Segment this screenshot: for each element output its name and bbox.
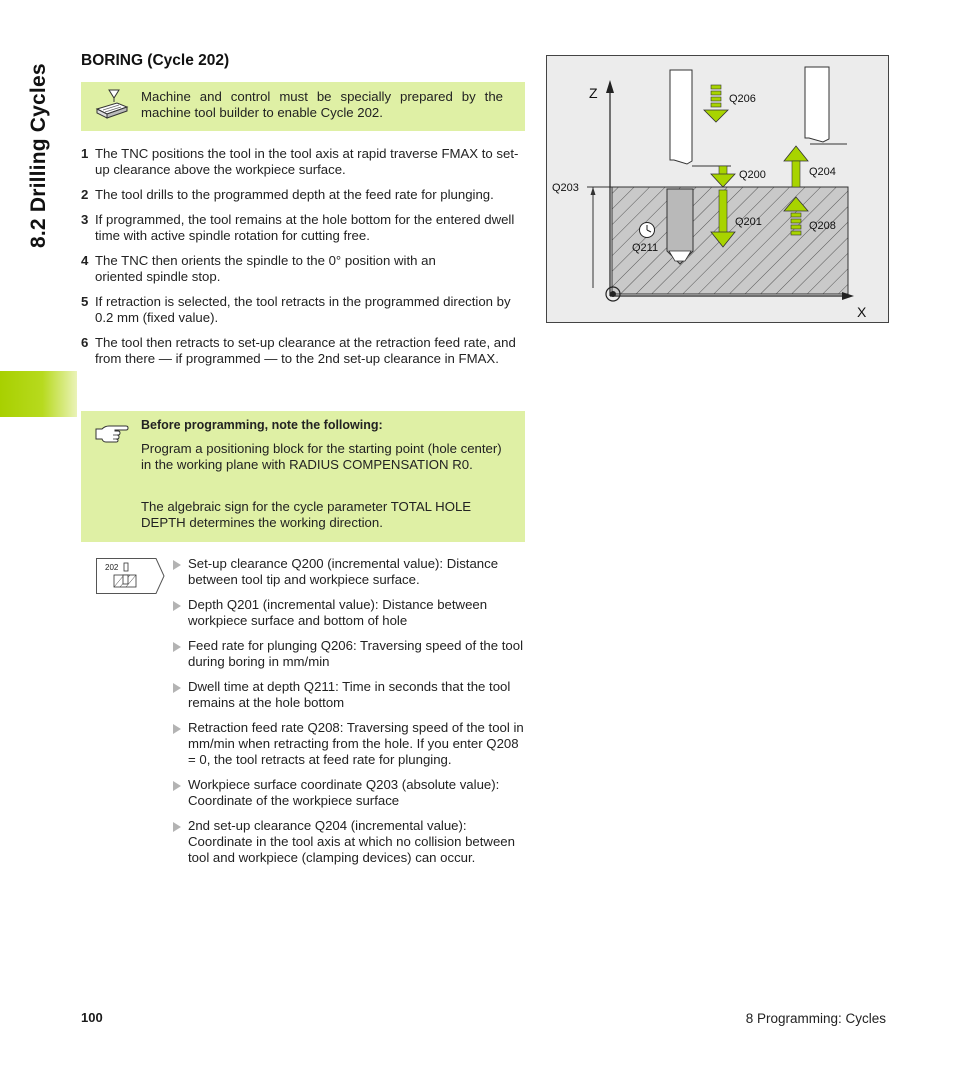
section-tab-marker: [0, 371, 77, 417]
machine-icon: [95, 87, 129, 121]
parameter-item: Set-up clearance Q200 (incremental value): Distance between tool tip and workpiece surface.: [172, 556, 524, 588]
parameter-item: Depth Q201 (incremental value): Distance between workpiece surface and bottom of hole: [172, 597, 524, 629]
parameter-item: Workpiece surface coordinate Q203 (absolute value): Coordinate of the workpiece surface: [172, 777, 524, 809]
cycle-202-softkey-icon: [96, 558, 166, 594]
q204-label: Q204: [809, 166, 836, 178]
parameter-list: [172, 556, 524, 875]
programming-note-paragraph: The algebraic sign for the cycle parameter TOTAL HOLE DEPTH determines the working direction.: [141, 499, 472, 530]
machine-builder-note: [81, 82, 525, 131]
q204-arrow: [784, 146, 808, 187]
step-item: 5 If retraction is selected, the tool retracts in the programmed direction by 0.2 mm (fixed value).: [81, 294, 511, 325]
step-item: 2 The tool drills to the programmed depth at the feed rate for plunging.: [81, 187, 494, 202]
step-item: 3 If programmed, the tool remains at the hole bottom for the entered dwell time with active spindle rotation for cutting free.: [81, 212, 515, 243]
bullet-triangle-icon: [173, 642, 181, 652]
chapter-footer: 8 Programming: Cycles: [745, 1011, 886, 1026]
tool-start: [670, 70, 692, 164]
step-item: 6 The tool then retracts to set-up clearance at the retraction feed rate, and from there — if programmed — to the 2nd set-up clearance in FMAX.: [81, 335, 516, 366]
q206-feed-arrow: [704, 85, 728, 122]
bullet-triangle-icon: [173, 724, 181, 734]
pointing-hand-icon: [95, 421, 129, 443]
svg-text:202: 202: [105, 563, 119, 572]
diagram-canvas: [547, 56, 888, 322]
z-axis-label: Z: [589, 85, 598, 101]
workpiece: [612, 187, 848, 294]
q203-label: Q203: [552, 182, 579, 194]
bullet-triangle-icon: [173, 683, 181, 693]
page-number: 100: [81, 1010, 103, 1025]
q211-label: Q211: [632, 242, 659, 254]
bullet-triangle-icon: [173, 781, 181, 791]
boring-cycle-diagram: [546, 55, 889, 323]
parameter-item: Retraction feed rate Q208: Traversing speed of the tool in mm/min when retracting from the hole. If you enter Q208 = 0, the tool retracts at feed rate for plunging.: [172, 720, 524, 768]
tool-retracted: [805, 67, 829, 142]
bullet-triangle-icon: [173, 560, 181, 570]
q200-label: Q200: [739, 169, 766, 181]
parameter-item: Dwell time at depth Q211: Time in seconds that the tool remains at the hole bottom: [172, 679, 524, 711]
parameter-item: Feed rate for plunging Q206: Traversing speed of the tool during boring in mm/min: [172, 638, 524, 670]
step-item: 4 The TNC then orients the spindle to the 0° position with an oriented spindle stop.: [81, 253, 436, 284]
programming-note-title: Before programming, note the following:: [141, 418, 383, 432]
machine-builder-note-text: Machine and control must be specially prepared by the machine tool builder to enable Cycle 202.: [141, 89, 503, 120]
q200-arrow: [711, 166, 735, 187]
clock-icon: [640, 223, 655, 238]
page-heading: BORING (Cycle 202): [81, 52, 230, 69]
q201-label: Q201: [735, 216, 762, 228]
q208-label: Q208: [809, 220, 836, 232]
step-item: 1 The TNC positions the tool in the tool axis at rapid traverse FMAX to set-up clearance above the workpiece surface.: [81, 146, 519, 177]
programming-note-paragraph: Program a positioning block for the starting point (hole center) in the working plane with RADIUS COMPENSATION R0.: [141, 441, 502, 472]
x-axis-label: X: [857, 304, 867, 320]
bullet-triangle-icon: [173, 822, 181, 832]
q206-label: Q206: [729, 93, 756, 105]
parameter-item: 2nd set-up clearance Q204 (incremental value): Coordinate in the tool axis at which no collision between tool and workpiece (clamping devices) can occur.: [172, 818, 524, 866]
programming-note: [81, 411, 525, 542]
section-side-title: 8.2 Drilling Cycles: [27, 63, 50, 248]
process-steps: [81, 146, 525, 376]
bullet-triangle-icon: [173, 601, 181, 611]
